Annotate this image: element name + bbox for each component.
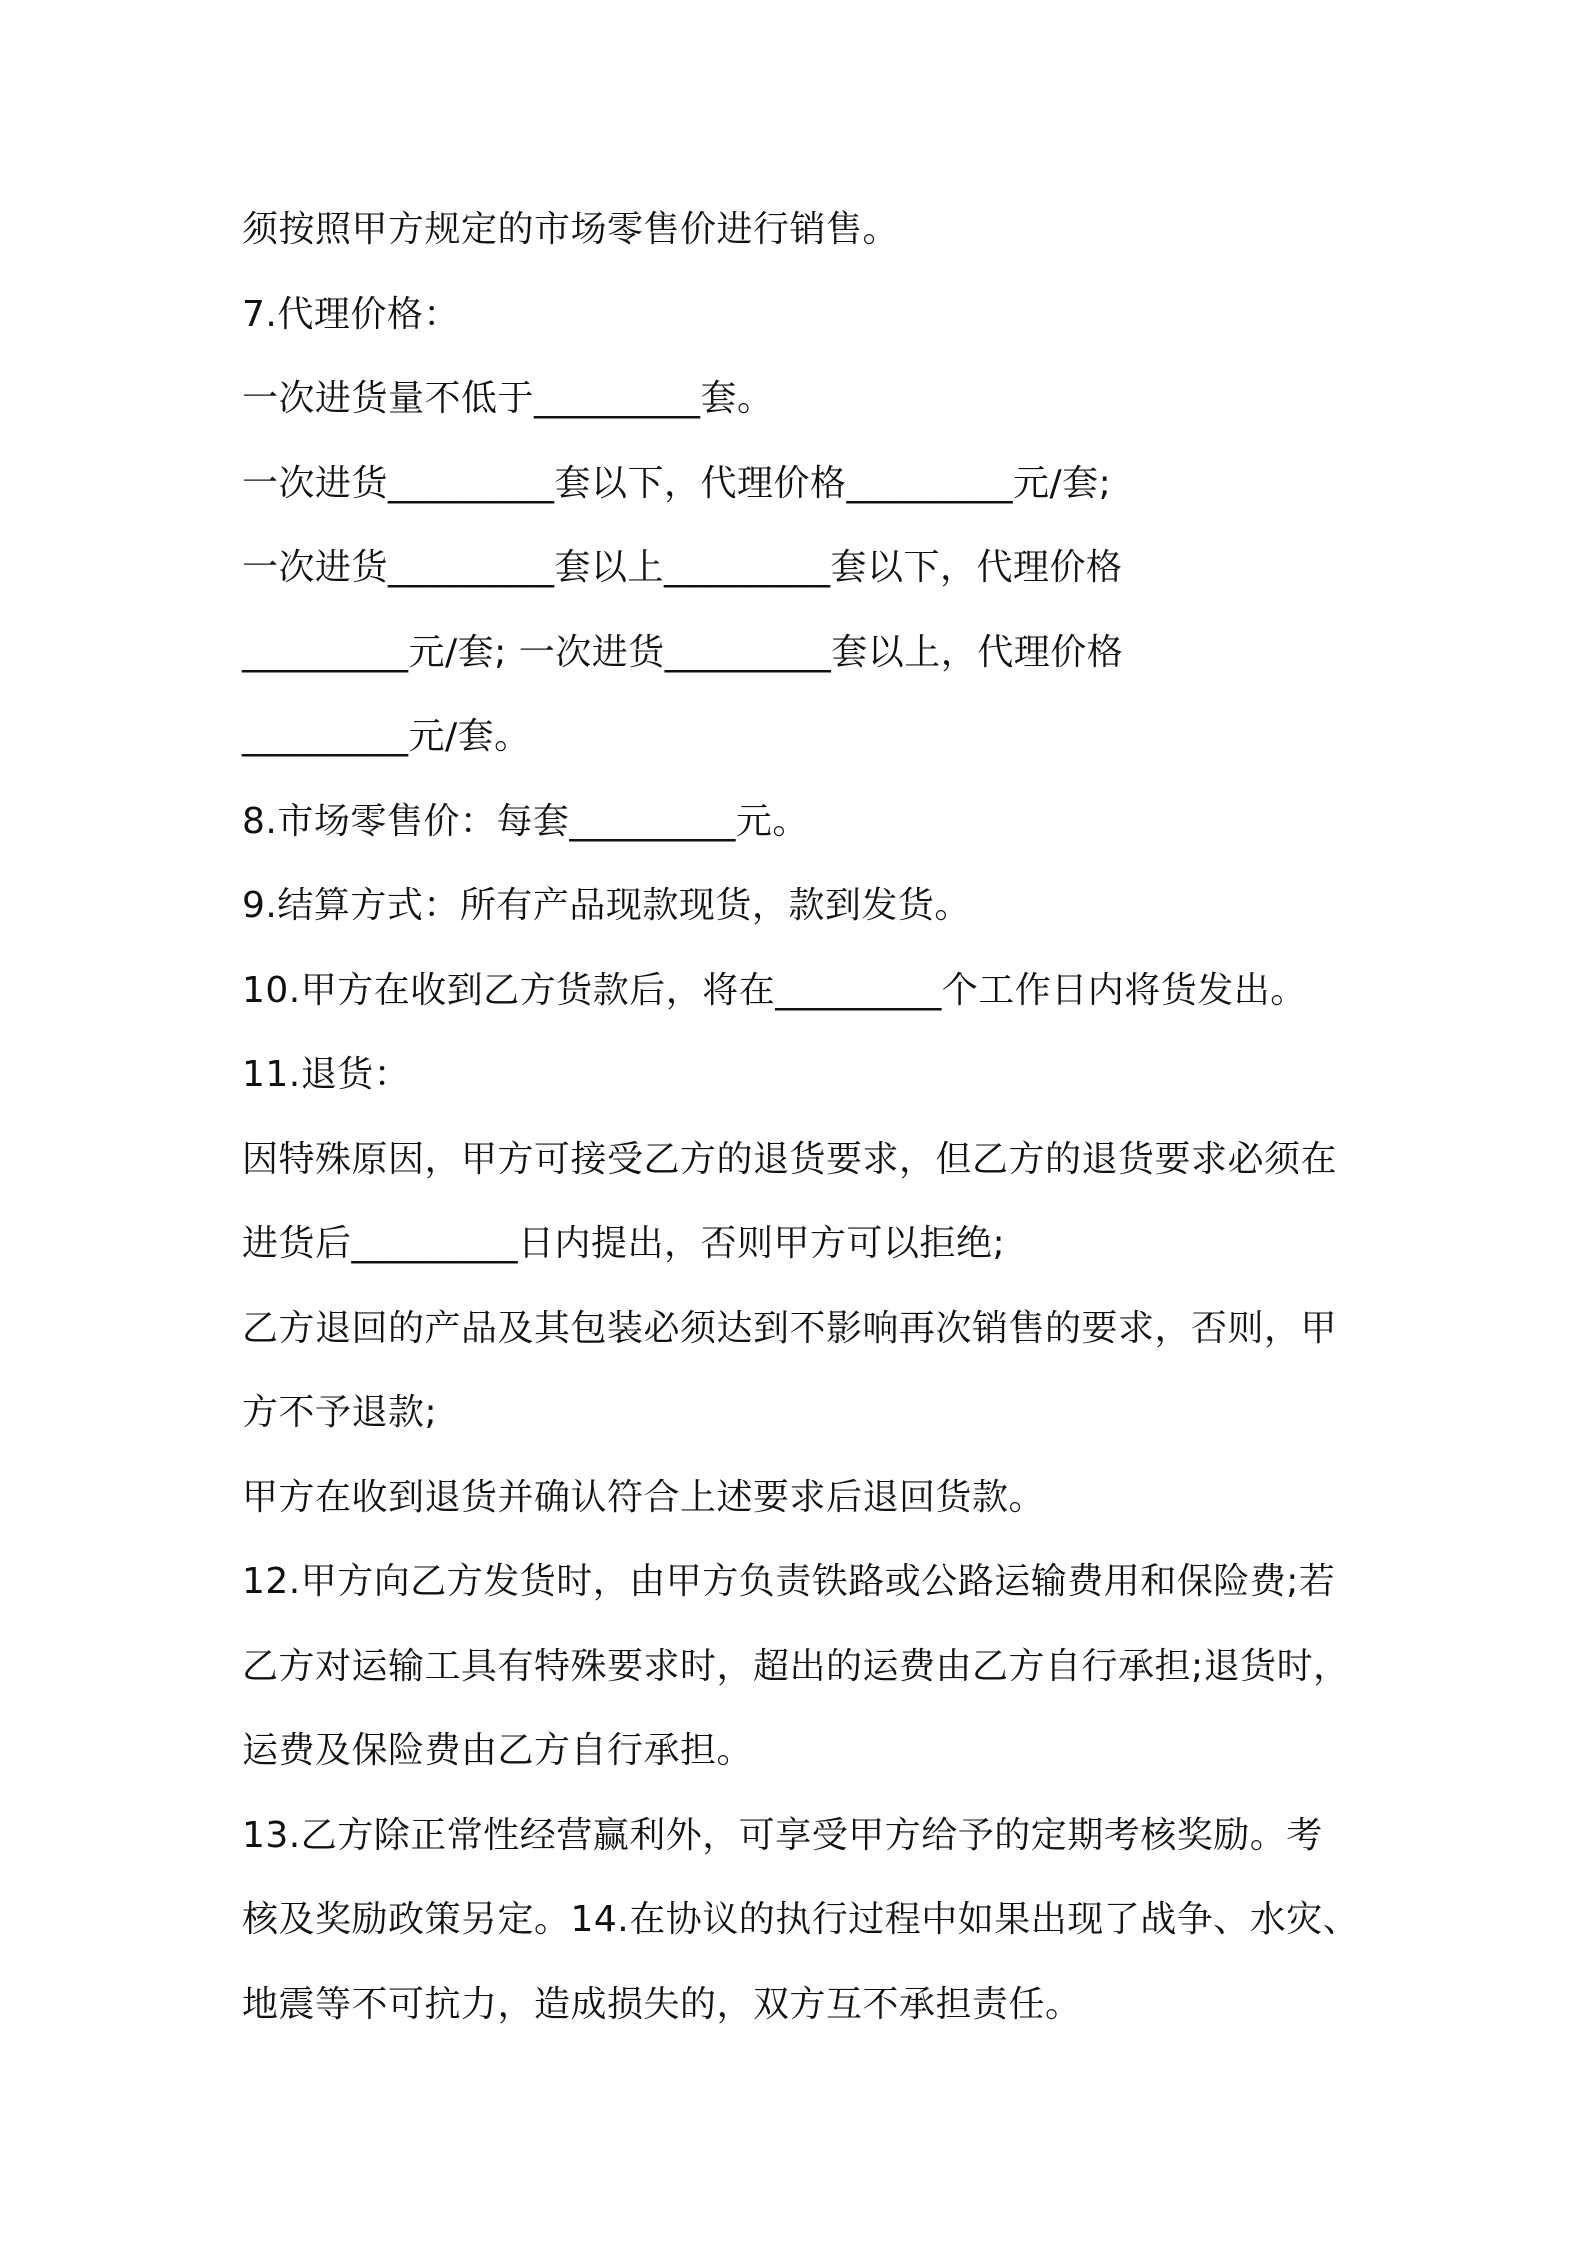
text-line-7: _________元/套。 xyxy=(242,716,531,757)
section-12-line: 12.甲方向乙方发货时，由甲方负责铁路或公路运输费用和保险费;若 xyxy=(242,1561,1336,1602)
text-line-1: 须按照甲方规定的市场零售价进行销售。 xyxy=(242,209,900,250)
text-line-19: 运费及保险费由乙方自行承担。 xyxy=(242,1730,754,1771)
text-line-4: 一次进货_________套以下，代理价格_________元/套; xyxy=(242,462,1112,504)
text-line-22: 地震等不可抗力，造成损失的，双方互不承担责任。 xyxy=(242,1983,1082,2025)
section-10-line: 10.甲方在收到乙方货款后，将在_________个工作日内将货发出。 xyxy=(242,969,1307,1011)
text-line-13: 进货后_________日内提出，否则甲方可以拒绝; xyxy=(242,1223,1006,1264)
text-line-14: 乙方退回的产品及其包装必须达到不影响再次销售的要求，否则，甲 xyxy=(242,1307,1338,1349)
section-8-line: 8.市场零售价：每套_________元。 xyxy=(242,800,809,842)
section-7-heading: 7.代理价格： xyxy=(242,293,460,335)
text-line-15: 方不予退款; xyxy=(242,1392,438,1433)
section-13-line: 13.乙方除正常性经营赢利外，可享受甲方给予的定期考核奖励。考 xyxy=(242,1814,1323,1856)
text-line-5: 一次进货_________套以上_________套以下，代理价格 xyxy=(242,547,1123,588)
document-body xyxy=(242,200,1372,2059)
text-line-18: 乙方对运输工具有特殊要求时，超出的运费由乙方自行承担;退货时， xyxy=(242,1645,1350,1687)
text-line-6: _________元/套; 一次进货_________套以上，代理价格 xyxy=(242,631,1124,673)
section-9-line: 9.结算方式：所有产品现款现货，款到发货。 xyxy=(242,885,971,926)
text-line-16: 甲方在收到退货并确认符合上述要求后退回货款。 xyxy=(242,1476,1046,1518)
text-line-12: 因特殊原因，甲方可接受乙方的退货要求，但乙方的退货要求必须在 xyxy=(242,1138,1338,1180)
section-11-heading: 11.退货： xyxy=(242,1054,411,1095)
text-line-3: 一次进货量不低于_________套。 xyxy=(242,378,774,419)
text-line-21: 核及奖励政策另定。14.在协议的执行过程中如果出现了战争、水灾、 xyxy=(242,1899,1360,1940)
